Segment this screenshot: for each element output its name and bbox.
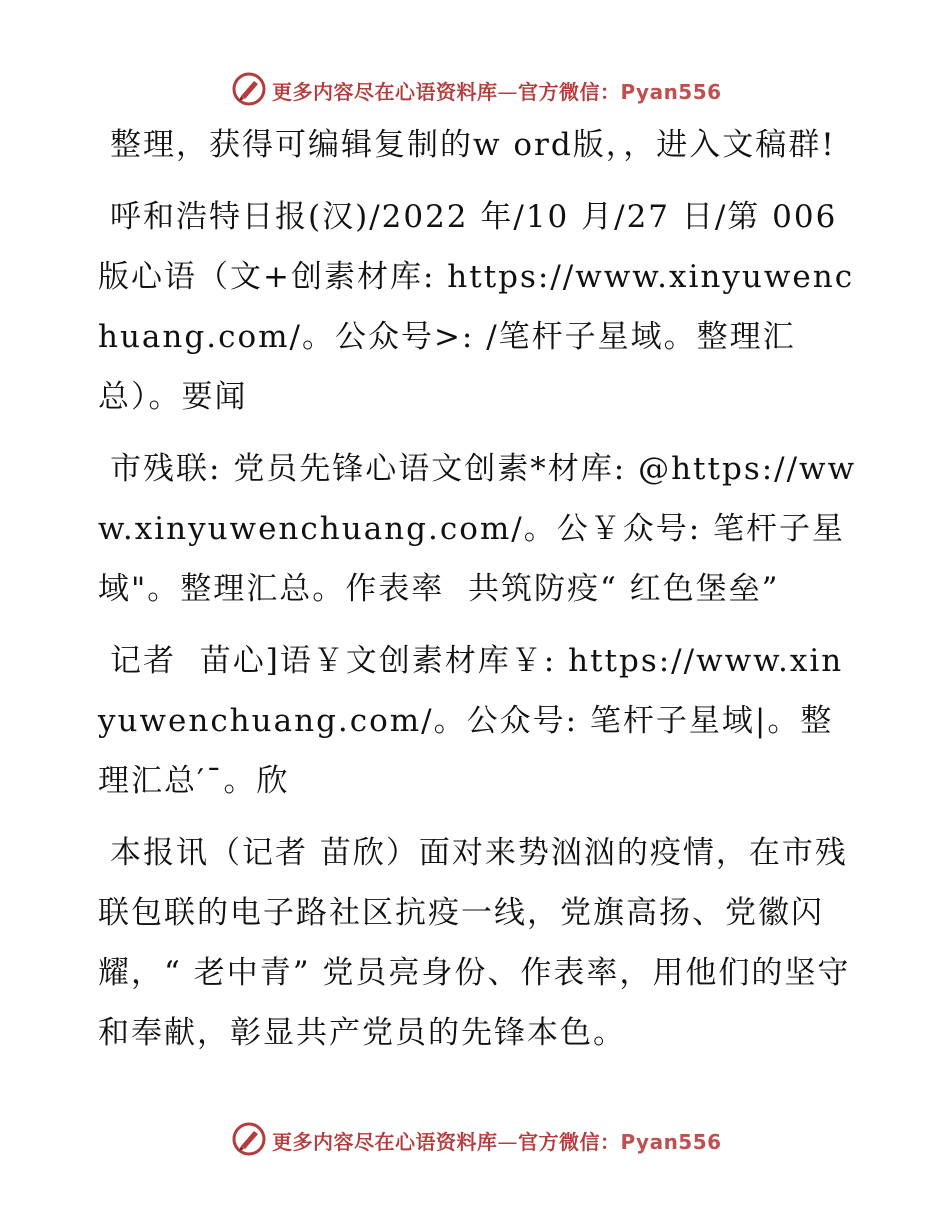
paragraph-body: 本报讯（记者 苗欣）面对来势汹汹的疫情，在市残联包联的电子路社区抗疫一线，党旗高扬、党徽闪耀，“ 老中青” 党员亮身份、作表率，用他们的坚守和奉献，彰显共产党员的先锋本色。 (98, 835, 851, 1051)
header-banner (0, 70, 950, 110)
banner-separator: — (497, 1130, 518, 1154)
banner-brand: 更多内容尽在心语资料库 (272, 1130, 498, 1154)
banner-wechat-label: 官方微信： (518, 1130, 621, 1154)
paragraph-byline: 记者 苗心]语￥文创素材库￥: https://www.xinyuwenchuang.com/。公众号: 笔杆子星域|。整理汇总′¯。欣 (98, 643, 844, 799)
banner-wechat-id: Pyan556 (620, 80, 722, 104)
footer-banner (0, 1120, 950, 1160)
banner-wechat-label: 官方微信： (518, 80, 621, 104)
pen-logo-icon (232, 1122, 266, 1156)
paragraph-source: 呼和浩特日报(汉)/2022 年/10 月/27 日/第 006 版心语（文+创素材库: https://www.xinyuwenchuang.com/。公众号>: /笔杆子星域。整理汇总）。要闻 (98, 199, 855, 415)
paragraph-headline: 市残联: 党员先锋心语文创素*材库: @https://www.xinyuwenchuang.com/。公￥众号: 笔杆子星域"。整理汇总。作表率 共筑防疫“ 红色堡垒” (98, 451, 857, 607)
banner-separator: — (497, 80, 518, 104)
banner-text (272, 76, 722, 105)
document-body (98, 115, 858, 1063)
banner-brand: 更多内容尽在心语资料库 (272, 80, 498, 104)
pen-logo-icon (232, 72, 266, 106)
banner-text (272, 1126, 722, 1155)
paragraph-intro: 整理，获得可编辑复制的w ord版，，进入文稿群! (110, 127, 836, 163)
banner-wechat-id: Pyan556 (620, 1130, 722, 1154)
